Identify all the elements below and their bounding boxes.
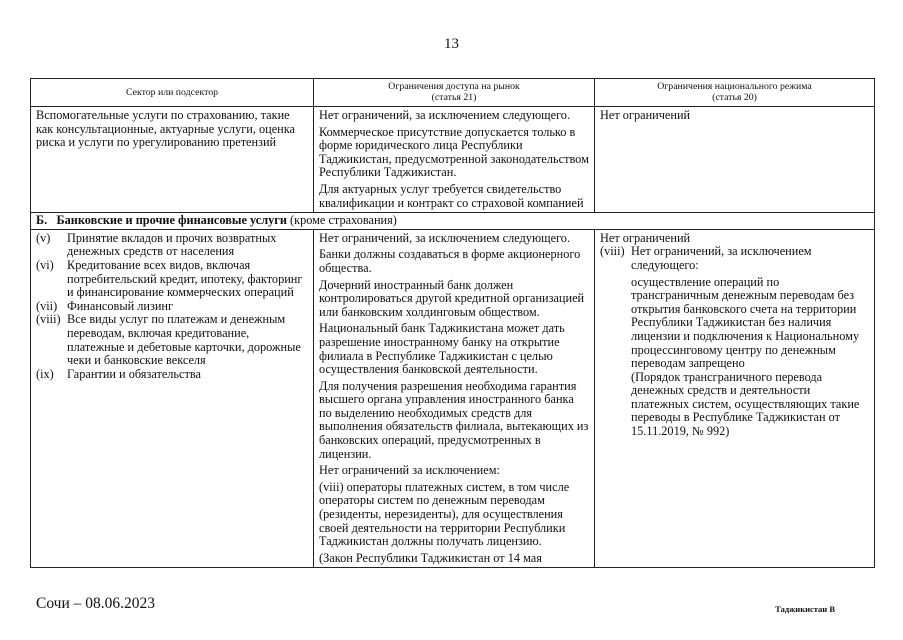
- header-market-access: Ограничения доступа на рынок (статья 21): [314, 79, 595, 107]
- list-item: (viii) Нет ограничений, за исключением следующего:: [600, 244, 812, 272]
- row1-market-access-cell: [314, 107, 595, 213]
- row2-national-treatment-source: (Порядок трансграничного перевода денежных средств и деятельности платежных систем, осуществляющих такие переводы в Республике Таджикистан от 15.11.2019, № 992): [631, 369, 860, 439]
- row2-market-access-text: Банки должны создаваться в форме акционерного общества.: [319, 247, 581, 275]
- list-item: (vii) Финансовый лизинг: [36, 298, 174, 313]
- header-national-treatment: Ограничения национального режима (статья 20): [595, 79, 875, 107]
- table-row: [31, 229, 875, 568]
- row2-market-access-text: Национальный банк Таджикистана может дать разрешение иностранному банку на открытие филиала в Республике Таджикистан с целью осуществления банковской деятельности.: [319, 321, 565, 377]
- row1-market-access-text: Для актуарных услуг требуется свидетельство квалификации и контракт со страховой компанией: [319, 181, 584, 210]
- row2-market-access-text: Нет ограничений за исключением:: [319, 463, 500, 478]
- row2-national-treatment-detail: осуществление операций по трансграничным денежным переводам без открытия банковского счета на территории Республики Таджикистан без наличия лицензии и подключения к Национальному процессинговому центру по денежным переводам запрещено: [631, 274, 860, 371]
- section-b-heading: Б. Банковские и прочие финансовые услуги (кроме страхования): [31, 213, 875, 230]
- footer-date: Сочи – 08.06.2023: [36, 595, 156, 612]
- row2-market-access-text: (Закон Республики Таджикистан от 14 мая: [319, 550, 542, 565]
- list-item: (viii) Все виды услуг по платежам и денежным переводам, включая кредитование, платежные и дебетовые карточки, дорожные чеки и банковские векселя: [36, 312, 301, 368]
- row2-market-access-text: (viii) операторы платежных систем, в том числе операторы систем по денежным переводам (резиденты, нерезиденты), для осуществления своей деятельности на территории Республики Таджикистан должны получать лицензию.: [319, 479, 570, 549]
- row1-national-treatment-cell: Нет ограничений: [595, 107, 875, 213]
- list-item: (v) Принятие вкладов и прочих возвратных денежных средств от населения: [36, 230, 277, 259]
- section-header-row: [31, 213, 875, 230]
- header-sector: Сектор или подсектор: [31, 79, 314, 107]
- commitments-table: [30, 78, 875, 568]
- row2-market-access-text: Для получения разрешения необходима гарантия высшего органа управления иностранного банка по выделению необходимых средств для выполнения обязательств филиала, вытекающих из банковских операций, предусмотренных в лицензии.: [319, 378, 589, 461]
- row2-market-access-text: Дочерний иностранный банк должен контролироваться другой кредитной организацией или банковским холдинговым обществом.: [319, 277, 585, 319]
- row2-national-treatment-text: Нет ограничений: [600, 230, 691, 245]
- footer-country: Таджикистан В: [775, 604, 835, 614]
- row2-market-access-cell: [314, 229, 595, 568]
- row2-market-access-text: Нет ограничений, за исключением следующего.: [319, 230, 571, 245]
- table-header-row: [31, 79, 875, 107]
- list-item: (ix) Гарантии и обязательства: [36, 366, 201, 381]
- row1-market-access-text: Коммерческое присутствие допускается только в форме юридического лица Республики Таджикистан, предусмотренной законодательством Республики Таджикистан.: [319, 124, 589, 180]
- row1-sector-cell: Вспомогательные услуги по страхованию, такие как консультационные, актуарные услуги, оценка риска и услуги по урегулированию претензий: [31, 107, 314, 213]
- table-row: [31, 107, 875, 213]
- list-item: (vi) Кредитование всех видов, включая потребительский кредит, ипотеку, факторинг и финансирование коммерческих операций: [36, 257, 303, 300]
- row2-sector-cell: [31, 229, 314, 568]
- page-number: 13: [444, 36, 459, 52]
- row1-market-access-text: Нет ограничений, за исключением следующего.: [319, 108, 571, 122]
- row2-national-treatment-cell: [595, 229, 875, 568]
